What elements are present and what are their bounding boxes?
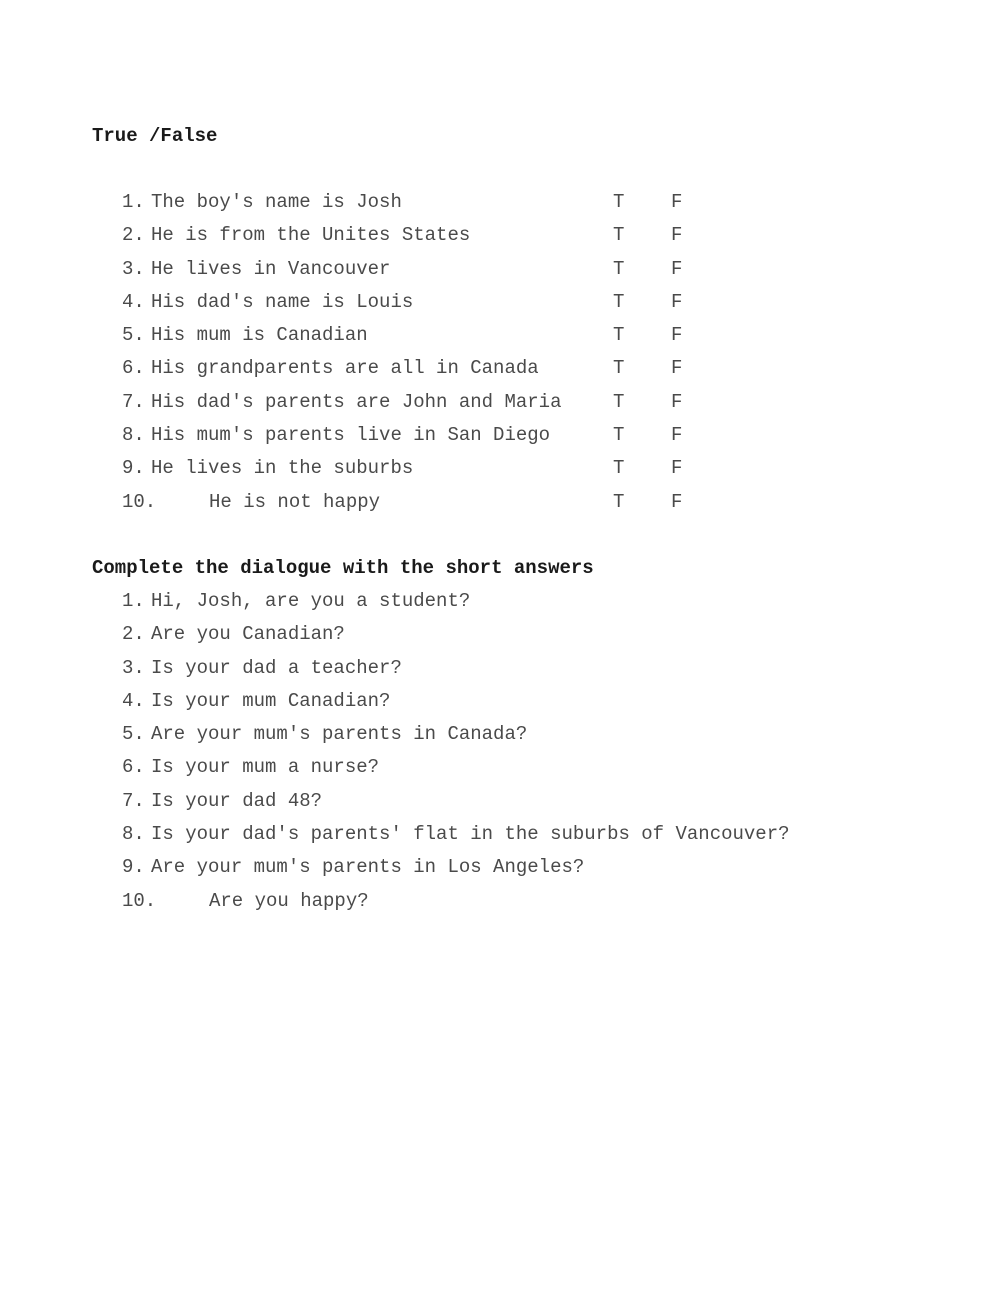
- false-option[interactable]: F: [671, 424, 683, 447]
- false-option[interactable]: F: [671, 290, 683, 313]
- statement-text: His dad's name is Louis: [151, 290, 414, 313]
- true-option[interactable]: T: [613, 257, 625, 280]
- statement-text: His dad's parents are John and Maria: [151, 390, 562, 413]
- false-option[interactable]: F: [671, 191, 683, 213]
- item-number: 8.: [122, 424, 145, 447]
- false-option[interactable]: F: [671, 390, 683, 413]
- question-text: Are you Canadian?: [151, 623, 345, 646]
- question-text: Is your dad 48?: [151, 789, 323, 812]
- item-number: 9.: [122, 856, 145, 879]
- item-number: 3.: [122, 257, 145, 280]
- statement-text: He is from the Unites States: [151, 224, 471, 247]
- question-text: Are your mum's parents in Canada?: [151, 723, 528, 746]
- item-number: 5.: [122, 723, 145, 746]
- true-option[interactable]: T: [613, 191, 625, 213]
- item-number: 9.: [122, 457, 145, 480]
- false-option[interactable]: F: [671, 257, 683, 280]
- statement-text: His mum's parents live in San Diego: [151, 424, 551, 447]
- dialogue-heading: Complete the dialogue with the short answers: [92, 557, 594, 579]
- true-option[interactable]: T: [613, 457, 625, 480]
- question-text: Is your dad's parents' flat in the suburbs of Vancouver?: [151, 823, 790, 846]
- true-option[interactable]: T: [613, 357, 625, 380]
- item-number: 6.: [122, 756, 145, 779]
- true-option[interactable]: T: [613, 324, 625, 347]
- statement-text: He lives in Vancouver: [151, 257, 391, 280]
- statement-text: He is not happy: [209, 490, 381, 513]
- false-option[interactable]: F: [671, 224, 683, 247]
- statement-text: His grandparents are all in Canada: [151, 357, 539, 380]
- true-option[interactable]: T: [613, 490, 625, 513]
- item-number: 1.: [122, 590, 145, 612]
- item-number: 6.: [122, 357, 145, 380]
- true-false-heading: True /False: [92, 125, 218, 147]
- false-option[interactable]: F: [671, 457, 683, 480]
- question-text: Is your mum Canadian?: [151, 689, 391, 712]
- statement-text: His mum is Canadian: [151, 324, 368, 347]
- item-number: 10.: [122, 490, 157, 513]
- statement-text: He lives in the suburbs: [151, 457, 414, 480]
- question-text: Is your mum a nurse?: [151, 756, 380, 779]
- item-number: 2.: [122, 224, 145, 247]
- question-text: Hi, Josh, are you a student?: [151, 590, 471, 612]
- true-option[interactable]: T: [613, 290, 625, 313]
- false-option[interactable]: F: [671, 357, 683, 380]
- question-text: Are your mum's parents in Los Angeles?: [151, 856, 585, 879]
- item-number: 3.: [122, 656, 145, 679]
- question-text: Are you happy?: [209, 889, 369, 912]
- statement-text: The boy's name is Josh: [151, 191, 402, 213]
- false-option[interactable]: F: [671, 324, 683, 347]
- true-option[interactable]: T: [613, 390, 625, 413]
- item-number: 4.: [122, 290, 145, 313]
- item-number: 8.: [122, 823, 145, 846]
- item-number: 2.: [122, 623, 145, 646]
- false-option[interactable]: F: [671, 490, 683, 513]
- item-number: 7.: [122, 390, 145, 413]
- item-number: 5.: [122, 324, 145, 347]
- item-number: 1.: [122, 191, 145, 213]
- item-number: 4.: [122, 689, 145, 712]
- true-option[interactable]: T: [613, 224, 625, 247]
- true-option[interactable]: T: [613, 424, 625, 447]
- item-number: 7.: [122, 789, 145, 812]
- item-number: 10.: [122, 889, 157, 912]
- question-text: Is your dad a teacher?: [151, 656, 402, 679]
